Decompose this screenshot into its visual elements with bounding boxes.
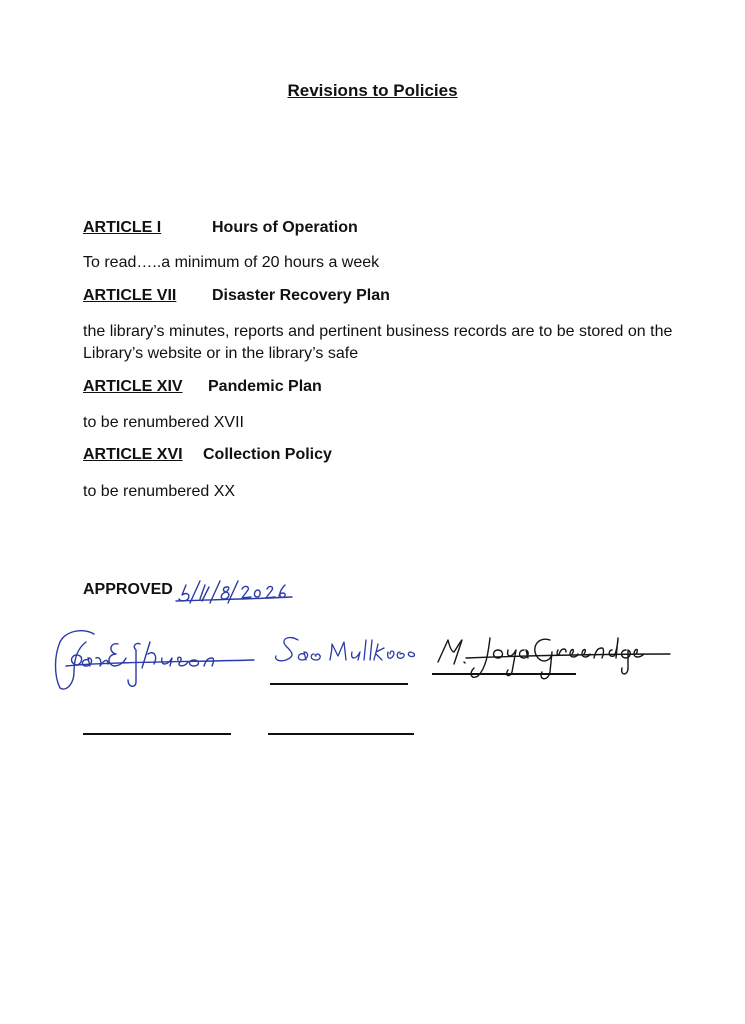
article-name: Pandemic Plan [208,378,322,395]
article-number: ARTICLE VII [83,287,177,304]
article-number: ARTICLE XIV [83,378,183,395]
signature-1 [44,622,266,694]
signature-line [83,733,231,735]
article-name: Disaster Recovery Plan [212,287,390,304]
approved-label: APPROVED [83,581,173,598]
article-number: ARTICLE I [83,219,162,236]
article-text: the library’s minutes, reports and pertinent business records are to be stored on the Library’s website or in the library’s safe [83,323,673,362]
approval-date-signature [172,575,297,607]
document-title: Revisions to Policies [287,81,458,100]
signature-2 [270,630,430,670]
article-text: to be renumbered XVII [83,414,244,431]
article-text: to be renumbered XX [83,483,236,500]
article-name: Hours of Operation [212,219,358,236]
article-text: To read…..a minimum of 20 hours a week [83,254,380,271]
signature-line [432,673,576,675]
article-heading [83,287,390,305]
article-number: ARTICLE XVI [83,446,183,463]
signature-3 [430,628,678,688]
article-heading [83,378,322,396]
article-heading [83,219,358,237]
article-name: Collection Policy [203,446,332,463]
article-heading [83,446,332,464]
signature-line [270,683,408,685]
signature-line [268,733,414,735]
